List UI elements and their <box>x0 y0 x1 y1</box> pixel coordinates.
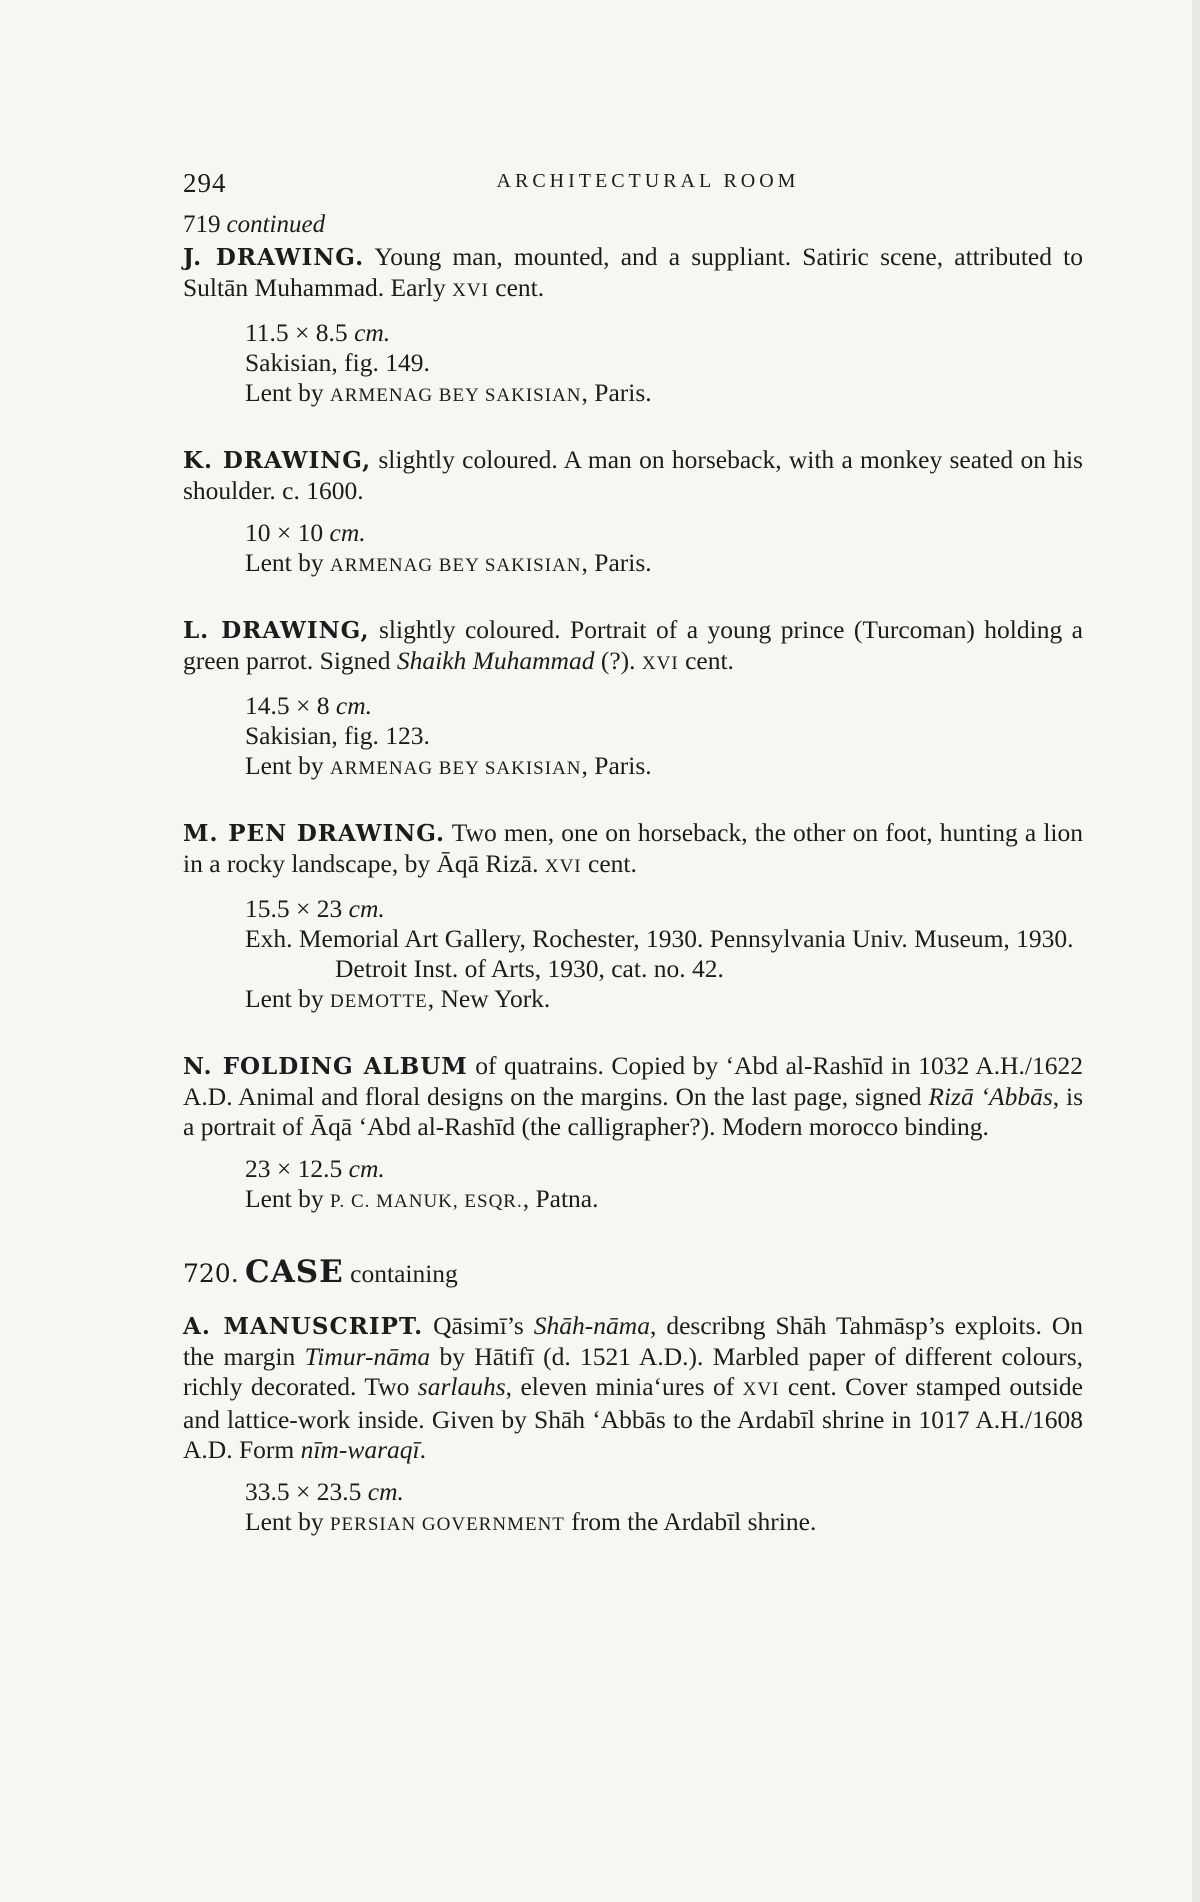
entry-text-end: (?). <box>594 646 642 675</box>
lent-prefix: Lent by <box>245 751 330 780</box>
entry-text-end: cent. <box>581 849 637 878</box>
lender-line <box>245 1184 1083 1217</box>
entry-text: by Hātifī (d. 1521 A.D.). Marbled paper of different colours, richly decorated. Two <box>183 1342 1084 1401</box>
case-rest: containing <box>343 1259 458 1288</box>
lender-name: DEMOTTE <box>329 991 428 1012</box>
entry-text-end: cent. <box>488 273 545 302</box>
lender-line <box>245 1507 1083 1540</box>
spacer <box>183 1289 1083 1309</box>
lent-prefix: Lent by <box>245 1507 330 1536</box>
lent-prefix: Lent by <box>245 984 330 1013</box>
term-italic: nīm-waraqī <box>300 1435 420 1464</box>
signature-name: Rizā ‘Abbās <box>928 1082 1053 1111</box>
case-heading <box>183 1254 1083 1290</box>
dimensions <box>245 1154 1083 1184</box>
entry-text: Qāsimī’s <box>423 1311 534 1340</box>
dimensions <box>245 691 1083 721</box>
continued-label: continued <box>226 211 326 238</box>
dimensions <box>245 518 1083 548</box>
lender-place: , New York. <box>427 984 551 1013</box>
lender-name: PERSIAN GOVERNMENT <box>329 1514 565 1535</box>
century: XVI <box>544 856 582 877</box>
title-italic: Shāh-nāma <box>533 1311 650 1340</box>
lender-name: P. C. MANUK, ESQR. <box>329 1191 523 1212</box>
lent-prefix: Lent by <box>245 548 330 577</box>
lender-line <box>245 378 1083 411</box>
entry-n <box>183 1051 1083 1142</box>
entry-label: M. PEN DRAWING. <box>183 820 446 847</box>
dim-unit: cm. <box>329 518 366 547</box>
dim-unit: cm. <box>348 1154 385 1183</box>
body-text <box>183 210 1083 1540</box>
century: XVI <box>641 653 679 674</box>
page <box>183 160 1083 1540</box>
lent-prefix: Lent by <box>245 1184 330 1213</box>
entry-text: Young man, mounted, and a suppliant. Satiric scene, attributed to Sultān Muhammad. Early <box>183 242 1084 302</box>
entry-j <box>183 242 1083 306</box>
entry-label: J. DRAWING. <box>183 244 365 271</box>
entry-a <box>183 1311 1083 1465</box>
entry-number: 719 <box>183 211 221 238</box>
dimensions <box>245 318 1083 348</box>
entry-label: N. FOLDING ALBUM <box>183 1053 468 1080</box>
lender-place: from the Ardabīl shrine. <box>564 1507 817 1536</box>
entry-label: L. DRAWING, <box>183 617 370 644</box>
dimensions <box>245 894 1083 924</box>
entry-text: of quatrains. Copied by ‘Abd al-Rashīd in 1032 A.H./1622 A.D. Animal and floral designs on the margins. On the last page, signed <box>183 1051 1083 1111</box>
lender-place: , Patna. <box>522 1184 599 1213</box>
dim-value: 23 × 12.5 <box>245 1154 349 1183</box>
entry-text: , eleven minia‘ures of <box>505 1372 743 1401</box>
case-number: 720. <box>183 1259 239 1288</box>
lender-name: ARMENAG BEY SAKISIAN <box>329 758 582 779</box>
entry-text-end: cent. <box>678 646 734 675</box>
dim-value: 33.5 × 23.5 <box>245 1477 368 1506</box>
spacer <box>183 784 1083 816</box>
century: XVI <box>742 1379 780 1400</box>
entry-m <box>183 818 1083 882</box>
entry-text: , describng Shāh Tahmāsp’s exploits. On the margin <box>183 1311 1083 1371</box>
reference: Sakisian, fig. 149. <box>245 348 430 377</box>
entry-text: cent. Cover stamped outside and lattice-work inside. Given by Shāh ‘Abbās to the Ardabīl shrine in 1017 A.H./1608 A.D. Form <box>183 1372 1083 1464</box>
page-number: 294 <box>183 168 227 198</box>
dim-unit: cm. <box>348 894 385 923</box>
lender-line <box>245 984 1083 1017</box>
spacer <box>183 1017 1083 1049</box>
lender-line <box>245 751 1083 784</box>
dim-unit: cm. <box>354 318 391 347</box>
signature-name: Shaikh Muhammad <box>396 646 595 675</box>
dim-value: 10 × 10 <box>245 518 330 547</box>
dim-unit: cm. <box>335 691 372 720</box>
lender-name: ARMENAG BEY SAKISIAN <box>329 385 582 406</box>
entry-k <box>183 445 1083 506</box>
term-italic: sarlauhs <box>417 1372 506 1401</box>
dim-value: 14.5 × 8 <box>245 691 336 720</box>
lender-line <box>245 548 1083 581</box>
continued-line <box>183 210 1083 240</box>
page-header <box>183 160 1083 204</box>
lender-name: ARMENAG BEY SAKISIAN <box>329 555 582 576</box>
dim-unit: cm. <box>367 1477 404 1506</box>
century: XVI <box>452 280 489 301</box>
running-title: ARCHITECTURAL ROOM <box>496 170 800 192</box>
title-italic: Timur-nāma <box>304 1342 431 1371</box>
entry-text: slightly coloured. Portrait of a young prince (Turcoman) holding a green parrot. Signed <box>183 615 1083 675</box>
entry-text: slightly coloured. A man on horseback, with a monkey seated on his shoulder. c. 1600. <box>183 445 1083 505</box>
spacer <box>183 1217 1083 1257</box>
lender-place: , Paris. <box>581 751 652 780</box>
entry-text-end: , is a portrait of Āqā ‘Abd al-Rashīd (the calligrapher?). Modern morocco binding. <box>183 1082 1083 1141</box>
dimensions <box>245 1477 1083 1507</box>
case-word: CASE <box>245 1254 344 1290</box>
lent-prefix: Lent by <box>245 378 330 407</box>
dim-value: 11.5 × 8.5 <box>245 318 355 347</box>
page-edge <box>1192 0 1200 1902</box>
entry-l <box>183 615 1083 679</box>
entry-text: . <box>419 1435 426 1464</box>
reference: Sakisian, fig. 123. <box>245 721 430 750</box>
entry-label: A. MANUSCRIPT. <box>183 1313 424 1340</box>
exhibition-history: Exh. Memorial Art Gallery, Rochester, 1930. Pennsylvania Univ. Museum, 1930. Detroit Inst. of Arts, 1930, cat. no. 42. <box>245 924 1074 983</box>
dim-value: 15.5 × 23 <box>245 894 349 923</box>
spacer <box>183 411 1083 443</box>
spacer <box>183 581 1083 613</box>
entry-label: K. DRAWING, <box>183 447 372 474</box>
entry-text: Two men, one on horseback, the other on foot, hunting a lion in a rocky landscape, by Āqā Rizā. <box>183 818 1083 878</box>
lender-place: , Paris. <box>581 548 652 577</box>
lender-place: , Paris. <box>581 378 652 407</box>
